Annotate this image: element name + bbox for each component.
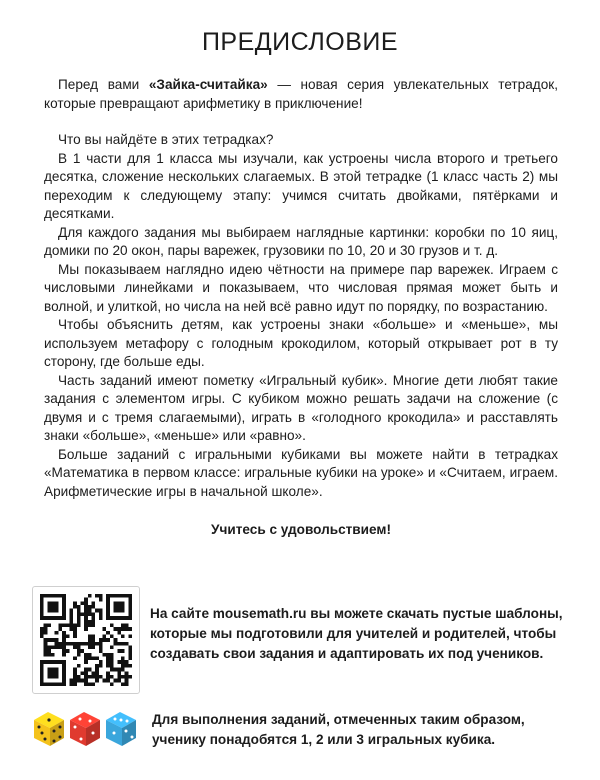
intro-suffix: — новая серия увлекательных тетрадок, которые превращают арифметику в приключение!: [44, 77, 558, 111]
red-die-icon: [70, 712, 100, 746]
paragraph: Что вы найдёте в этих тетрадках?: [58, 132, 274, 147]
intro-paragraph: [44, 76, 558, 113]
dice-note: Для выполнения заданий, отмеченных таким образом, ученику понадобятся 1, 2 или 3 игральных кубика.: [152, 712, 525, 747]
qr-note: На сайте mousemath.ru вы можете скачать пустые шаблоны, которые мы подготовили для учителей и родителей, чтобы создавать свои задания и адаптировать их под учеников.: [150, 606, 563, 661]
paragraph: В 1 части для 1 класса мы изучали, как устроены числа второго и третьего десятка, сложение нескольких слагаемых. В этой тетрадке (1 класс часть 2) мы переходим к следующему этапу: учимся считать двойками, пятёрками и десятками.: [44, 150, 558, 221]
qr-code-frame: [32, 586, 140, 694]
yellow-die-icon: [34, 712, 64, 746]
dice-icon: [32, 706, 142, 746]
preface-body: [44, 76, 558, 540]
paragraph: Часть заданий имеют пометку «Игральный кубик». Многие дети любят такие задания с элементом игры. С кубиком можно решать задачи на сложение (с двумя и с тремя слагаемыми), играть в «голодного крокодила» и расставлять знаки «больше», «меньше» или «равно».: [44, 372, 558, 443]
series-name: «Зайка-считайка»: [148, 77, 268, 92]
page-title: ПРЕДИСЛОВИЕ: [201, 28, 399, 56]
dice-group: [32, 706, 142, 746]
blue-die-icon: [106, 712, 136, 746]
paragraph: Мы показываем наглядно идею чётности на примере пар варежек. Играем с числовыми линейками и показываем, что числовая прямая может быть и волной, и улиткой, но числа на ней всё равно идут по порядку, по возрастанию.: [44, 261, 558, 314]
paragraph: Чтобы объяснить детям, как устроены знаки «больше» и «меньше», мы используем метафору с голодным крокодилом, который открывает рот в ту сторону, где больше еды.: [44, 317, 558, 369]
intro-prefix: Перед вами: [58, 77, 149, 92]
qr-code-icon: [40, 594, 132, 686]
paragraph: Больше заданий с игральными кубиками вы можете найти в тетрадках «Математика в первом классе: игральные кубики на уроке» и «Считаем, играем. Арифметические игры в начальной школе».: [44, 446, 558, 499]
paragraph: Для каждого задания мы выбираем наглядные картинки: коробки по 10 яиц, домики по 20 окон, пары варежек, грузовики по 10, 20 и 30 грузов и т. д.: [44, 224, 558, 258]
closing-line: Учитесь с удовольствием!: [211, 522, 391, 537]
